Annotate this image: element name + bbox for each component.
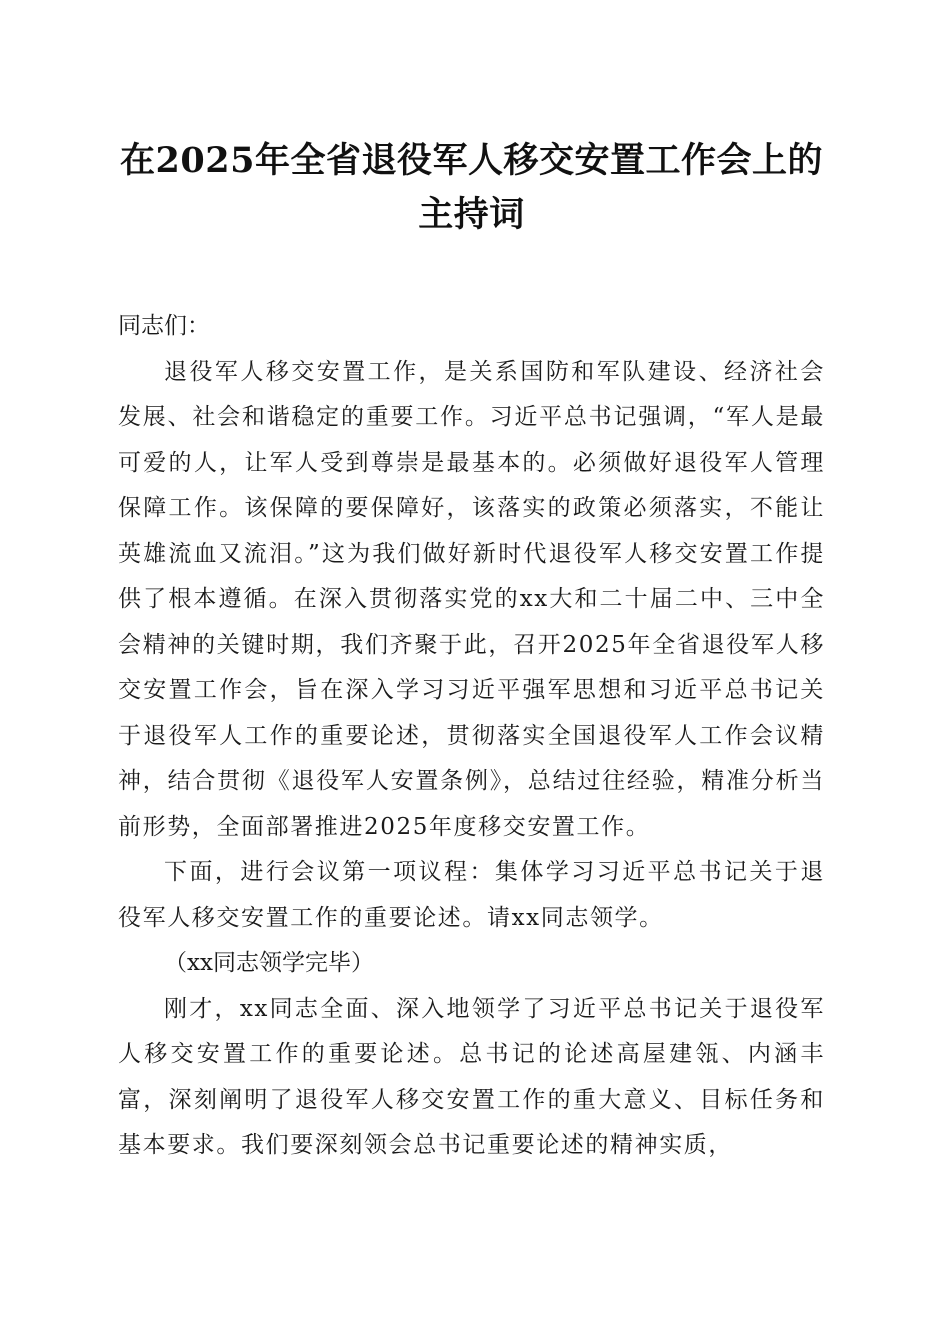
stage-note: （xx同志领学完毕） <box>164 950 374 976</box>
salutation: 同志们： <box>118 313 210 339</box>
document-title <box>118 134 825 242</box>
paragraph-intro: 退役军人移交安置工作，是关系国防和军队建设、经济社会发展、社会和谐稳定的重要工作。习近平总书记强调，“军人是最可爱的人，让军人受到尊崇是最基本的。必须做好退役军人管理保障工作。该保障的要保障好，该落实的政策必须落实，不能让英雄流血又流泪。”这为我们做好新时代退役军人移交安置工作提供了根本遵循。在深入贯彻落实党的xx大和二十届二中、三中全会精神的关键时期，我们齐聚于此，召开2025年全省退役军人移交安置工作会，旨在深入学习习近平强军思想和习近平总书记关于退役军人工作的重要论述，贯彻落实全国退役军人工作会议精神，结合贯彻《退役军人安置条例》，总结过往经验，精准分析当前形势，全面部署推进2025年度移交安置工作。 <box>118 358 825 840</box>
title-line-2: 主持词 <box>418 194 525 235</box>
document-body <box>118 304 825 1169</box>
title-line-1: 在2025年全省退役军人移交安置工作会上的 <box>120 140 823 181</box>
paragraph-agenda: 下面，进行会议第一项议程：集体学习习近平总书记关于退役军人移交安置工作的重要论述。请xx同志领学。 <box>118 859 825 931</box>
paragraph-closing: 刚才，xx同志全面、深入地领学了习近平总书记关于退役军人移交安置工作的重要论述。总书记的论述高屋建瓴、内涵丰富，深刻阐明了退役军人移交安置工作的重大意义、目标任务和基本要求。我们要深刻领会总书记重要论述的精神实质， <box>118 995 825 1158</box>
